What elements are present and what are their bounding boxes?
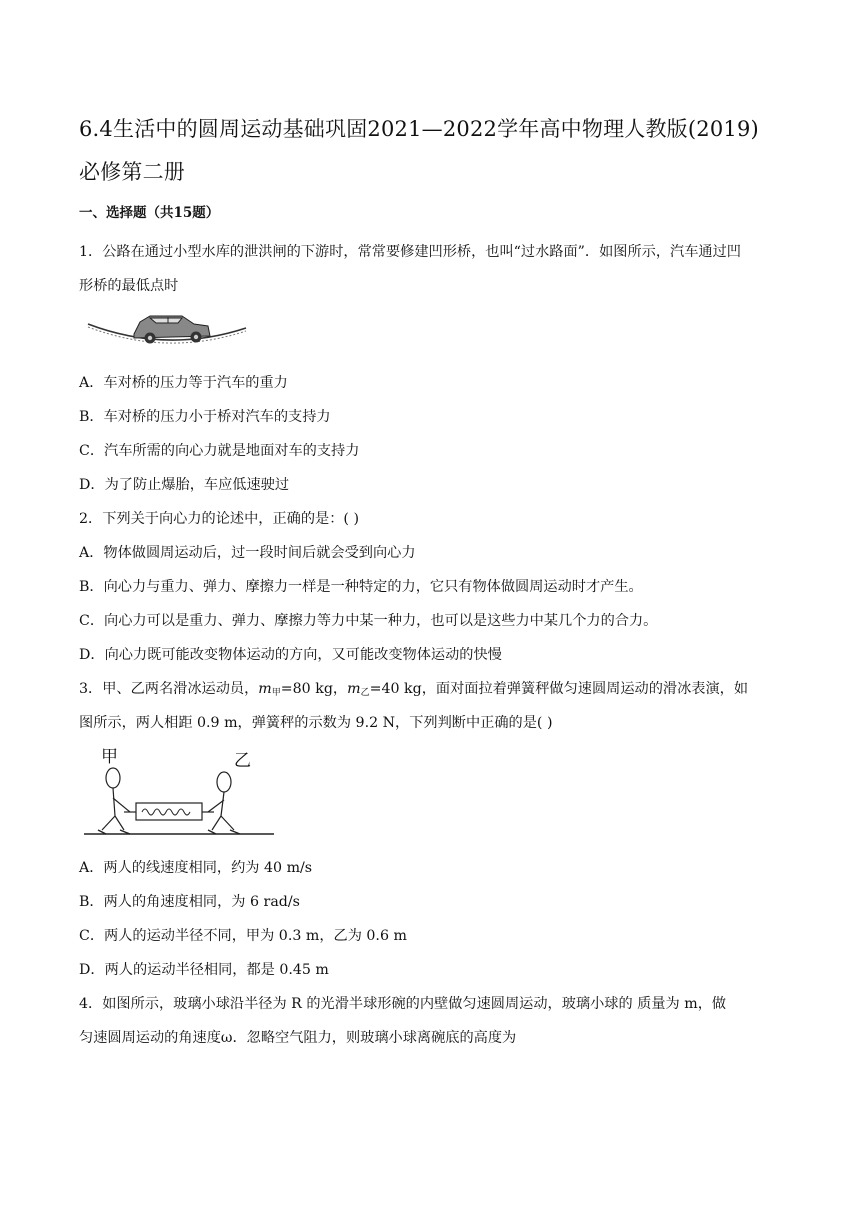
q1-stem-line-2: 形桥的最低点时 [79, 278, 179, 294]
q1-stem-line-1: 1．公路在通过小型水库的泄洪闸的下游时，常常要修建凹形桥，也叫“过水路面”．如图所示，汽车通过凹 [79, 244, 741, 260]
section-heading: 一、选择题（共15题） [79, 205, 220, 221]
q1-option-c: C．汽车所需的向心力就是地面对车的支持力 [79, 443, 360, 459]
q3-figure-label-yi: 乙 [234, 751, 251, 771]
q2-option-d: D．向心力既可能改变物体运动的方向，又可能改变物体运动的快慢 [79, 647, 502, 663]
document-title [79, 108, 819, 194]
q3-mass-symbol-yi: m [347, 681, 361, 697]
q3-mass-jia: =80 kg， [280, 681, 348, 697]
q3-stem-line-1 [79, 678, 748, 698]
q3-subscript-yi: 乙 [360, 688, 370, 698]
q2-stem: 2．下列关于向心力的论述中，正确的是：( ) [79, 511, 359, 527]
q1-car-on-concave-bridge-figure [84, 306, 250, 348]
title-line-1: 6.4生活中的圆周运动基础巩固2021—2022学年高中物理人教版(2019) [79, 117, 759, 141]
q1-option-d: D．为了防止爆胎，车应低速驶过 [79, 477, 290, 493]
q3-stem-line-2: 图所示，两人相距 0.9 m，弹簧秤的示数为 9.2 N，下列判断中正确的是( ) [79, 715, 553, 731]
q4-stem-line-2: 匀速圆周运动的角速度ω．忽略空气阻力，则玻璃小球离碗底的高度为 [79, 1030, 517, 1046]
title-line-2: 必修第二册 [79, 160, 185, 184]
q1-option-b: B．车对桥的压力小于桥对汽车的支持力 [79, 409, 331, 425]
q3-mass-symbol-jia: m [258, 681, 272, 697]
q3-mass-yi: =40 kg，面对面拉着弹簧秤做匀速圆周运动的滑冰表演，如 [369, 681, 749, 697]
q3-option-b: B．两人的角速度相同，为 6 rad/s [79, 894, 300, 910]
q2-option-b: B．向心力与重力、弹力、摩擦力一样是一种特定的力，它只有物体做圆周运动时才产生。 [79, 579, 643, 595]
q3-figure-label-jia: 甲 [101, 747, 118, 767]
q3-option-a: A．两人的线速度相同，约为 40 m/s [79, 860, 313, 876]
q3-option-d: D．两人的运动半径相同，都是 0.45 m [79, 962, 329, 978]
q2-option-a: A．物体做圆周运动后，过一段时间后就会受到向心力 [79, 545, 416, 561]
q3-skaters-figure [84, 742, 276, 838]
q3-stem-part-a: 3．甲、乙两名滑冰运动员， [79, 681, 259, 697]
q3-option-c: C．两人的运动半径不同，甲为 0.3 m，乙为 0.6 m [79, 928, 407, 944]
q4-stem-line-1: 4．如图所示，玻璃小球沿半径为 R 的光滑半球形碗的内壁做匀速圆周运动，玻璃小球的 质量为 m，做 [79, 996, 727, 1012]
q1-option-a: A．车对桥的压力等于汽车的重力 [79, 375, 288, 391]
q2-option-c: C．向心力可以是重力、弹力、摩擦力等力中某一种力，也可以是这些力中某几个力的合力。 [79, 613, 658, 629]
q3-subscript-jia: 甲 [271, 688, 281, 698]
